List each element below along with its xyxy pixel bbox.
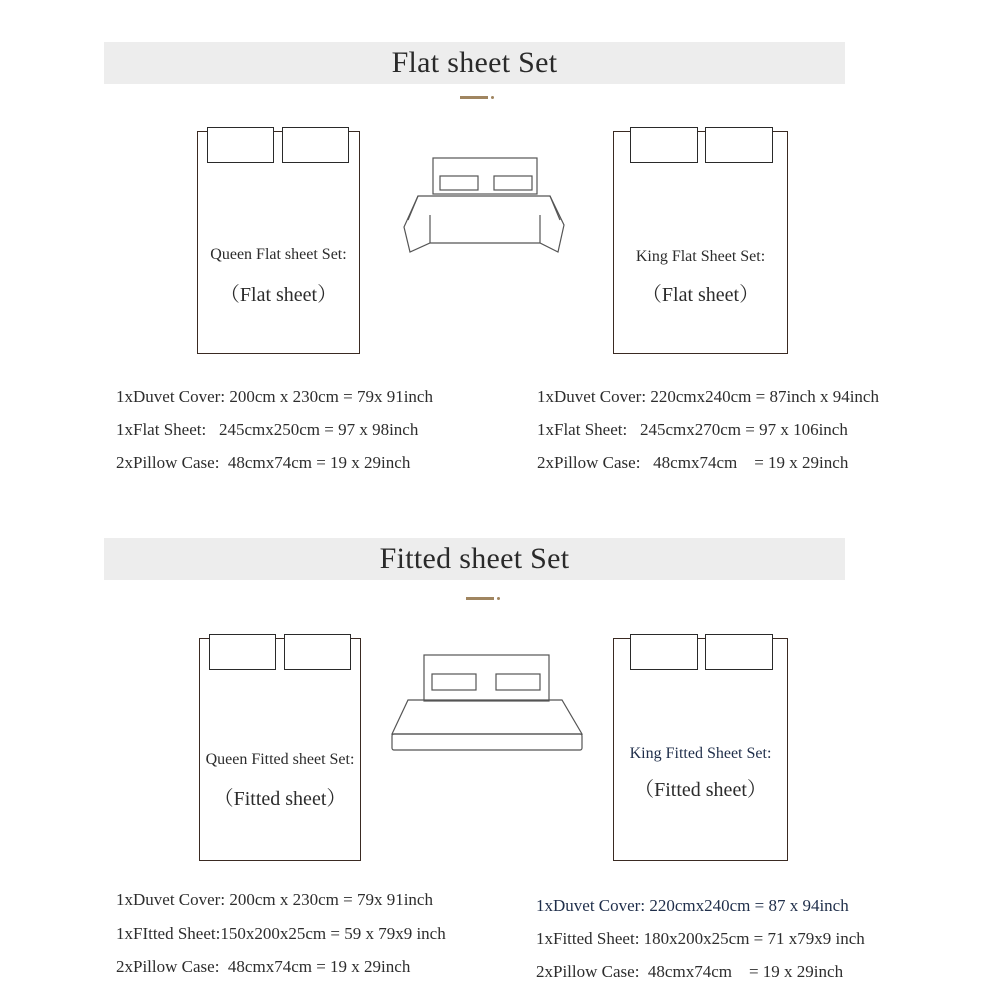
queen-fitted-bed-diagram — [199, 638, 361, 861]
flat-sheet-bed-illustration — [390, 155, 580, 260]
queen-flat-label: Queen Flat sheet Set: — [210, 246, 347, 263]
pillow-left — [207, 127, 274, 163]
king-flat-spec-duvet: 1xDuvet Cover: 220cmx240cm = 87inch x 94inch — [537, 387, 879, 406]
fitted-set-banner — [104, 538, 845, 580]
queen-fitted-sublabel: （Fitted sheet） — [213, 788, 347, 810]
queen-fitted-spec-sheet: 1xFItted Sheet:150x200x25cm = 59 x 79x9 inch — [116, 924, 446, 943]
king-flat-label: King Flat Sheet Set: — [635, 248, 766, 265]
queen-fitted-label: Queen Fitted sheet Set: — [205, 751, 355, 768]
king-fitted-spec-duvet: 1xDuvet Cover: 220cmx240cm = 87 x 94inch — [536, 896, 849, 915]
queen-flat-spec-sheet: 1xFlat Sheet: 245cmx250cm = 97 x 98inch — [116, 420, 419, 439]
pillow-right — [284, 634, 351, 670]
king-fitted-label: King Fitted Sheet Set: — [629, 745, 772, 762]
pillow-right — [705, 634, 773, 670]
flat-set-title: Flat sheet Set — [391, 46, 558, 79]
pillow-left — [630, 127, 698, 163]
king-fitted-spec-sheet: 1xFitted Sheet: 180x200x25cm = 71 x79x9 inch — [536, 929, 865, 948]
king-fitted-sublabel: （Fitted sheet） — [634, 779, 767, 801]
king-flat-sublabel: （Flat sheet） — [641, 284, 760, 306]
queen-flat-sublabel: （Flat sheet） — [219, 284, 338, 306]
flat-set-banner — [104, 42, 845, 84]
king-flat-spec-pillow: 2xPillow Case: 48cmx74cm = 19 x 29inch — [537, 453, 849, 472]
king-flat-bed-diagram — [613, 131, 788, 354]
king-fitted-spec-pillow: 2xPillow Case: 48cmx74cm = 19 x 29inch — [536, 962, 844, 981]
fitted-sheet-bed-illustration — [388, 652, 588, 762]
pillow-left — [630, 634, 698, 670]
king-flat-spec-sheet: 1xFlat Sheet: 245cmx270cm = 97 x 106inch — [537, 420, 848, 439]
pillow-left — [209, 634, 276, 670]
queen-flat-bed-diagram — [197, 131, 360, 354]
queen-fitted-spec-duvet: 1xDuvet Cover: 200cm x 230cm = 79x 91inch — [116, 890, 433, 909]
queen-flat-spec-pillow: 2xPillow Case: 48cmx74cm = 19 x 29inch — [116, 453, 411, 472]
fitted-set-title: Fitted sheet Set — [379, 542, 570, 575]
queen-fitted-spec-pillow: 2xPillow Case: 48cmx74cm = 19 x 29inch — [116, 957, 411, 976]
pillow-right — [705, 127, 773, 163]
king-fitted-bed-diagram — [613, 638, 788, 861]
queen-flat-spec-duvet: 1xDuvet Cover: 200cm x 230cm = 79x 91inch — [116, 387, 433, 406]
pillow-right — [282, 127, 349, 163]
